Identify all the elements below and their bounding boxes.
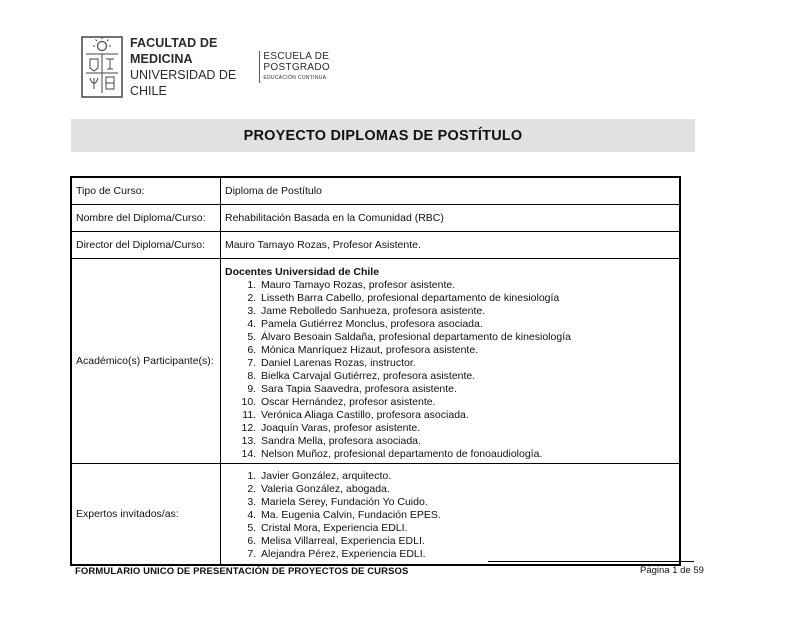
logo-divider <box>259 51 260 83</box>
footer-page-info: Página 1 de 59 <box>640 565 704 576</box>
document-title: PROYECTO DIPLOMAS DE POSTÍTULO <box>243 127 523 144</box>
list-item: 11. Verónica Aliaga Castillo, profesora asociada. <box>259 409 675 422</box>
academicos-cell <box>221 259 681 464</box>
list-item: 5. Cristal Mora, Experiencia EDLI. <box>259 522 675 535</box>
list-item: 14. Nelson Muñoz, profesional departamento de fonoaudiología. <box>259 448 675 461</box>
list-item: 7. Daniel Larenas Rozas, instructor. <box>259 357 675 370</box>
list-item: 2. Lisseth Barra Cabello, profesional departamento de kinesiología <box>259 292 675 305</box>
academicos-label: Académico(s) Participante(s): <box>71 259 221 464</box>
list-item: 12. Joaquín Varas, profesor asistente. <box>259 422 675 435</box>
academicos-heading: Docentes Universidad de Chile <box>225 266 380 278</box>
school-line-2: POSTGRADO <box>263 61 330 73</box>
faculty-block <box>130 35 255 99</box>
nombre-label: Nombre del Diploma/Curso: <box>71 205 221 232</box>
school-line-1: ESCUELA DE <box>263 50 330 62</box>
list-item: 3. Mariela Serey, Fundación Yo Cuido. <box>259 496 675 509</box>
title-band <box>71 119 695 152</box>
director-value: Mauro Tamayo Rozas, Profesor Asistente. <box>221 232 681 259</box>
list-item: 7. Alejandra Pérez, Experiencia EDLI. <box>259 548 675 561</box>
list-item: 6. Mónica Manríquez Hizaut, profesora asistente. <box>259 344 675 357</box>
director-label: Director del Diploma/Curso: <box>71 232 221 259</box>
course-info-table <box>70 176 681 566</box>
table-row <box>71 177 680 205</box>
list-item: 1. Mauro Tamayo Rozas, profesor asistente. <box>259 279 675 292</box>
expertos-label: Expertos invitados/as: <box>71 464 221 565</box>
school-line-3: EDUCACIÓN CONTINUA <box>263 74 327 81</box>
nombre-value: Rehabilitación Basada en la Comunidad (RBC) <box>221 205 681 232</box>
expertos-list <box>225 470 675 561</box>
table-row <box>71 464 680 565</box>
institution-logo <box>80 34 330 100</box>
list-item: 10. Oscar Hernández, profesor asistente. <box>259 396 675 409</box>
tipo-label: Tipo de Curso: <box>71 177 221 205</box>
list-item: 2. Valeria González, abogada. <box>259 483 675 496</box>
expertos-cell <box>221 464 681 565</box>
academicos-list <box>225 279 675 461</box>
list-item: 9. Sara Tapia Saavedra, profesora asistente. <box>259 383 675 396</box>
list-item: 13. Sandra Mella, profesora asociada. <box>259 435 675 448</box>
faculty-name: FACULTAD DE MEDICINA <box>130 36 218 66</box>
university-name: UNIVERSIDAD DE CHILE <box>130 68 237 98</box>
footer-form-name: FORMULARIO UNICO DE PRESENTACIÓN DE PROYECTOS DE CURSOS <box>75 566 409 577</box>
school-block <box>263 51 330 84</box>
list-item: 6. Melisa Villarreal, Experiencia EDLI. <box>259 535 675 548</box>
table-row <box>71 259 680 464</box>
list-item: 5. Álvaro Besoain Saldaña, profesional departamento de kinesiología <box>259 331 675 344</box>
list-item: 3. Jame Rebolledo Sanhueza, profesora asistente. <box>259 305 675 318</box>
university-crest-icon <box>80 35 124 99</box>
tipo-value: Diploma de Postítulo <box>221 177 681 205</box>
list-item: 1. Javier González, arquitecto. <box>259 470 675 483</box>
list-item: 4. Ma. Eugenia Calvin, Fundación EPES. <box>259 509 675 522</box>
table-row <box>71 205 680 232</box>
list-item: 4. Pamela Gutiérrez Monclus, profesora asociada. <box>259 318 675 331</box>
footer-rule <box>488 561 694 562</box>
table-row <box>71 232 680 259</box>
list-item: 8. Bielka Carvajal Gutiérrez, profesora asistente. <box>259 370 675 383</box>
